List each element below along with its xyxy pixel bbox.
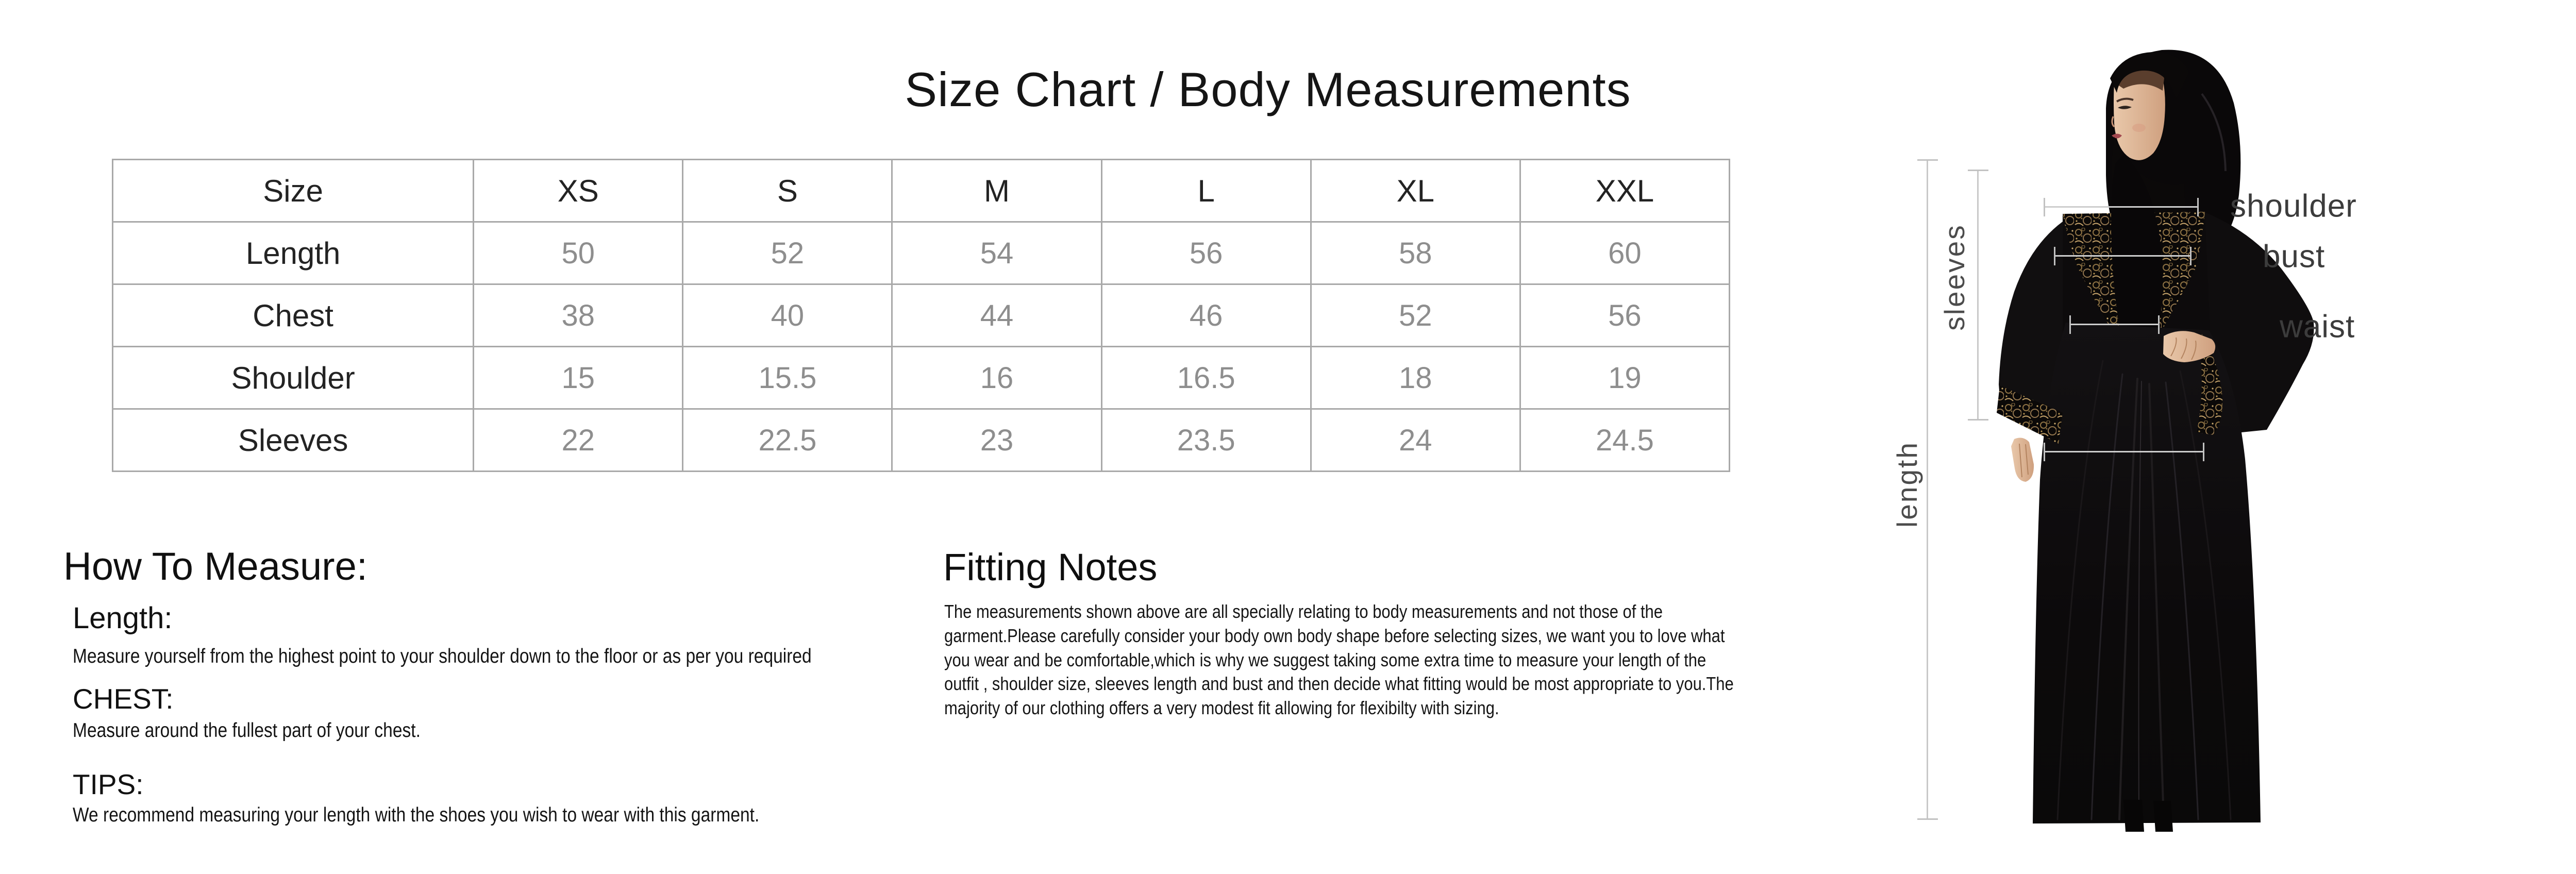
size-table-cell: 15 <box>474 347 683 409</box>
size-table-cell: 52 <box>1311 284 1520 347</box>
page-title: Size Chart / Body Measurements <box>905 62 1631 116</box>
size-table-cell: 50 <box>474 222 683 284</box>
length-measure-line <box>1927 160 1928 819</box>
measure-item-chest-label: CHEST: <box>73 683 174 715</box>
garment-measurement-diagram <box>1881 0 2576 874</box>
size-table <box>112 159 1730 472</box>
measure-item-chest-text: Measure around the fullest part of your chest. <box>73 719 421 742</box>
size-table-header-cell: M <box>892 160 1101 222</box>
size-table-row-label: Shoulder <box>113 347 474 409</box>
waist-measure-line <box>2069 324 2160 325</box>
size-table-cell: 52 <box>683 222 892 284</box>
size-table-cell: 56 <box>1520 284 1729 347</box>
size-table-cell: 56 <box>1101 222 1311 284</box>
size-table-cell: 54 <box>892 222 1101 284</box>
abaya-model-photo <box>1881 0 2576 874</box>
size-table-header-cell: XL <box>1311 160 1520 222</box>
size-table-row <box>113 284 1730 347</box>
shoulder-label: shoulder <box>2230 188 2357 224</box>
size-table-row <box>113 222 1730 284</box>
size-table-row-label: Sleeves <box>113 409 474 472</box>
size-table-header-cell: S <box>683 160 892 222</box>
cheek <box>2132 124 2146 132</box>
size-table-cell: 60 <box>1520 222 1729 284</box>
waist-label: waist <box>2280 309 2355 345</box>
size-table-header-cell: Size <box>113 160 474 222</box>
measure-item-length-text: Measure yourself from the highest point to your shoulder down to the floor or as per you required <box>73 645 812 667</box>
size-table-header-cell: XS <box>474 160 683 222</box>
size-table-header-row <box>113 160 1730 222</box>
size-table-cell: 24 <box>1311 409 1520 472</box>
size-table-cell: 23 <box>892 409 1101 472</box>
bust-measure-line <box>2054 255 2192 257</box>
fitting-notes-body: The measurements shown above are all specially relating to body measurements and not those of the garment.Please carefully consider your body own body shape before selecting sizes, we want you to love what you wear and be comfortable,which is why we suggest taking some extra time to measure your length of the outfit , shoulder size, sleeves length and bust and then decide what fitting would be most appropriate to you.The majority of our clothing offers a very modest fit allowing for flexibilty with sizing. <box>944 601 1734 719</box>
size-table-row-label: Length <box>113 222 474 284</box>
length-label: length <box>1891 441 1923 528</box>
fitting-notes-heading: Fitting Notes <box>943 546 1158 589</box>
sleeves-label: sleeves <box>1938 224 1970 331</box>
size-table-cell: 16 <box>892 347 1101 409</box>
shoulder-measure-line <box>2044 206 2199 208</box>
sleeve-cuff-measure-line <box>2044 451 2204 452</box>
size-table-row-label: Chest <box>113 284 474 347</box>
size-table-cell: 40 <box>683 284 892 347</box>
size-table-cell: 23.5 <box>1101 409 1311 472</box>
how-to-measure-heading: How To Measure: <box>63 545 367 589</box>
left-hand <box>2011 438 2034 482</box>
size-table-cell: 15.5 <box>683 347 892 409</box>
bust-label: bust <box>2263 239 2326 275</box>
size-table-row <box>113 409 1730 472</box>
measure-item-length-label: Length: <box>73 601 173 635</box>
sleeves-measure-line <box>1977 170 1979 420</box>
size-table-cell: 46 <box>1101 284 1311 347</box>
size-table-cell: 16.5 <box>1101 347 1311 409</box>
measure-item-tips-label: TIPS: <box>73 768 144 800</box>
size-table-cell: 24.5 <box>1520 409 1729 472</box>
size-table-cell: 58 <box>1311 222 1520 284</box>
size-table-cell: 22 <box>474 409 683 472</box>
size-table-header-cell: XXL <box>1520 160 1729 222</box>
size-table-cell: 18 <box>1311 347 1520 409</box>
size-table-cell: 22.5 <box>683 409 892 472</box>
measure-item-tips-text: We recommend measuring your length with the shoes you wish to wear with this garment. <box>73 804 760 826</box>
size-table-cell: 44 <box>892 284 1101 347</box>
size-table-header-cell: L <box>1101 160 1311 222</box>
size-table-cell: 38 <box>474 284 683 347</box>
size-table-row <box>113 347 1730 409</box>
size-table-cell: 19 <box>1520 347 1729 409</box>
